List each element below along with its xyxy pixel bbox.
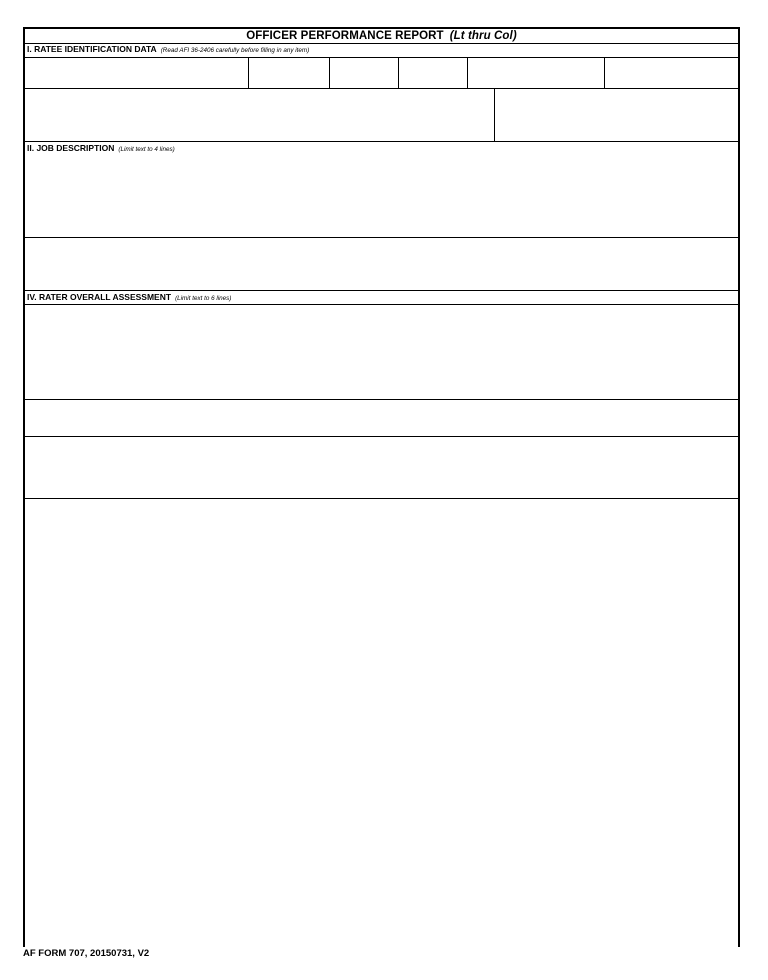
rater-info-field[interactable] bbox=[25, 437, 738, 498]
form-footer: AF FORM 707, 20150731, V2 bbox=[23, 948, 150, 959]
job-description-field[interactable] bbox=[25, 156, 738, 237]
rater-signature-field[interactable] bbox=[25, 400, 738, 436]
form-frame bbox=[23, 27, 740, 947]
ratee-field-ssn[interactable] bbox=[249, 58, 329, 88]
form-title-suffix: (Lt thru Col) bbox=[449, 30, 517, 42]
form-title-text: OFFICER PERFORMANCE REPORT bbox=[246, 30, 444, 42]
section-rater-heading bbox=[27, 292, 231, 304]
ratee-field-dafsc[interactable] bbox=[399, 58, 467, 88]
job-duties-field[interactable] bbox=[25, 238, 738, 290]
blank-area-divider bbox=[25, 498, 738, 499]
section-job-heading bbox=[27, 143, 175, 155]
section-ratee-title: I. RATEE IDENTIFICATION DATA bbox=[27, 44, 157, 54]
section-rater-title: IV. RATER OVERALL ASSESSMENT bbox=[27, 292, 172, 302]
section-job-note: (Limit text to 4 lines) bbox=[118, 146, 175, 153]
section-ratee-note: (Read AFI 36-2406 carefully before filling in any item) bbox=[160, 47, 310, 54]
blank-area bbox=[25, 500, 738, 947]
ratee-field-days[interactable] bbox=[605, 58, 738, 88]
section-job-title: II. JOB DESCRIPTION bbox=[27, 143, 115, 153]
section-ratee-heading bbox=[27, 44, 309, 56]
section-rater-note: (Limit text to 6 lines) bbox=[175, 295, 232, 302]
ratee-field-organization[interactable] bbox=[25, 89, 494, 141]
ratee-field-period[interactable] bbox=[468, 58, 604, 88]
section-rater-divider bbox=[25, 290, 738, 291]
form-title bbox=[25, 29, 738, 43]
ratee-field-reason[interactable] bbox=[495, 89, 738, 141]
ratee-field-grade[interactable] bbox=[330, 58, 398, 88]
section-job-divider bbox=[25, 141, 738, 142]
ratee-field-name[interactable] bbox=[25, 58, 248, 88]
rater-assessment-field[interactable] bbox=[25, 305, 738, 399]
